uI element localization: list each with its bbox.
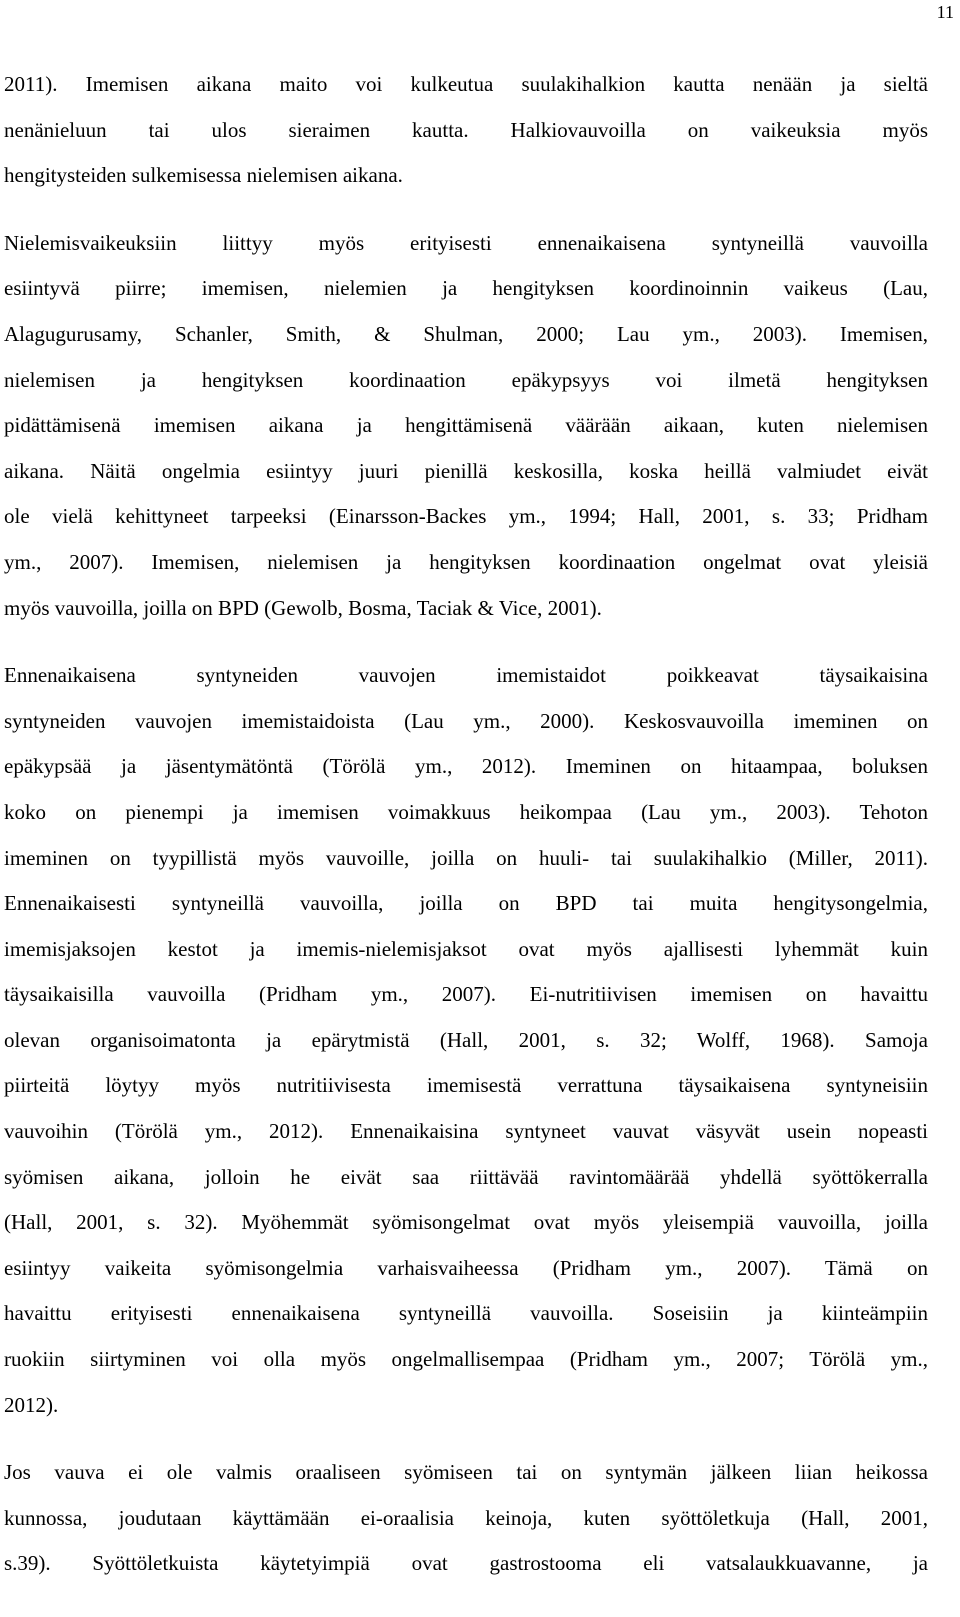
text-line: esiintyvä piirre; imemisen, nielemien ja hengityksen koordinoinnin vaikeus (Lau,	[4, 276, 928, 301]
text-line: havaittu erityisesti ennenaikaisena syntyneillä vauvoilla. Soseisiin ja kiinteämpiin	[4, 1301, 928, 1326]
text-line: Alagugurusamy, Schanler, Smith, & Shulman, 2000; Lau ym., 2003). Imemisen,	[4, 321, 928, 346]
text-line: (Hall, 2001, s. 32). Myöhemmät syömisongelmat ovat myös yleisempiä vauvoilla, joilla	[4, 1210, 928, 1235]
text-line: täysaikaisilla vauvoilla (Pridham ym., 2007). Ei-nutritiivisen imemisen on havaittu	[4, 982, 928, 1007]
text-line: epäkypsää ja jäsentymätöntä (Törölä ym., 2012). Imeminen on hitaampaa, boluksen	[4, 754, 928, 779]
text-line: kunnossa, joudutaan käyttämään ei-oraalisia keinoja, kuten syöttöletkuja (Hall, 2001,	[4, 1505, 928, 1530]
text-line: 2011). Imemisen aikana maito voi kulkeutua suulakihalkion kautta nenään ja sieltä	[4, 72, 928, 96]
text-line: syömisen aikana, jolloin he eivät saa riittävää ravintomäärää yhdellä syöttökerralla	[4, 1164, 928, 1189]
text-line: Jos vauva ei ole valmis oraaliseen syömiseen tai on syntymän jälkeen liian heikossa	[4, 1460, 928, 1485]
text-line: Ennenaikaisesti syntyneillä vauvoilla, joilla on BPD tai muita hengitysongelmia,	[4, 891, 928, 916]
page-number: 11	[936, 2, 954, 22]
paragraph-2	[4, 221, 928, 631]
document-body	[4, 62, 928, 1587]
text-line: hengitysteiden sulkemisessa nielemisen aikana.	[4, 163, 403, 188]
text-line: nielemisen ja hengityksen koordinaation epäkypsyys voi ilmetä hengityksen	[4, 367, 928, 392]
text-line: 2012).	[4, 1392, 59, 1417]
text-line: koko on pienempi ja imemisen voimakkuus heikompaa (Lau ym., 2003). Tehoton	[4, 799, 928, 824]
text-line: esiintyy vaikeita syömisongelmia varhaisvaiheessa (Pridham ym., 2007). Tämä on	[4, 1255, 928, 1280]
text-line: imeminen on tyypillistä myös vauvoille, joilla on huuli- tai suulakihalkio (Miller, 2011).	[4, 845, 928, 870]
text-line: imemisjaksojen kestot ja imemis-nielemisjaksot ovat myös ajallisesti lyhemmät kuin	[4, 936, 928, 961]
text-line: piirteitä löytyy myös nutritiivisesta imemisestä verrattuna täysaikaisena syntyneisiin	[4, 1073, 928, 1098]
paragraph-4	[4, 1450, 928, 1587]
paragraph-1	[4, 62, 928, 199]
paragraph-3	[4, 653, 928, 1428]
text-line: pidättämisenä imemisen aikana ja hengittämisenä väärään aikaan, kuten nielemisen	[4, 413, 928, 438]
text-line: Ennenaikaisena syntyneiden vauvojen imemistaidot poikkeavat täysaikaisina	[4, 663, 928, 688]
text-line: nenänieluun tai ulos sieraimen kautta. Halkiovauvoilla on vaikeuksia myös	[4, 117, 928, 142]
text-line: ole vielä kehittyneet tarpeeksi (Einarsson-Backes ym., 1994; Hall, 2001, s. 33; Pridham	[4, 504, 928, 529]
text-line: ym., 2007). Imemisen, nielemisen ja hengityksen koordinaation ongelmat ovat yleisiä	[4, 549, 928, 574]
text-line: vauvoihin (Törölä ym., 2012). Ennenaikaisina syntyneet vauvat väsyvät usein nopeasti	[4, 1119, 928, 1144]
text-line: syntyneiden vauvojen imemistaidoista (Lau ym., 2000). Keskosvauvoilla imeminen on	[4, 708, 928, 733]
text-line: olevan organisoimatonta ja epärytmistä (Hall, 2001, s. 32; Wolff, 1968). Samoja	[4, 1027, 928, 1052]
text-line: ruokiin siirtyminen voi olla myös ongelmallisempaa (Pridham ym., 2007; Törölä ym.,	[4, 1347, 928, 1372]
text-line: aikana. Näitä ongelmia esiintyy juuri pienillä keskosilla, koska heillä valmiudet eivät	[4, 458, 928, 483]
text-line: s.39). Syöttöletkuista käytetyimpiä ovat gastrostooma eli vatsalaukkuavanne, ja	[4, 1551, 928, 1576]
text-line: myös vauvoilla, joilla on BPD (Gewolb, Bosma, Taciak & Vice, 2001).	[4, 595, 602, 620]
text-line: Nielemisvaikeuksiin liittyy myös erityisesti ennenaikaisena syntyneillä vauvoilla	[4, 230, 928, 255]
